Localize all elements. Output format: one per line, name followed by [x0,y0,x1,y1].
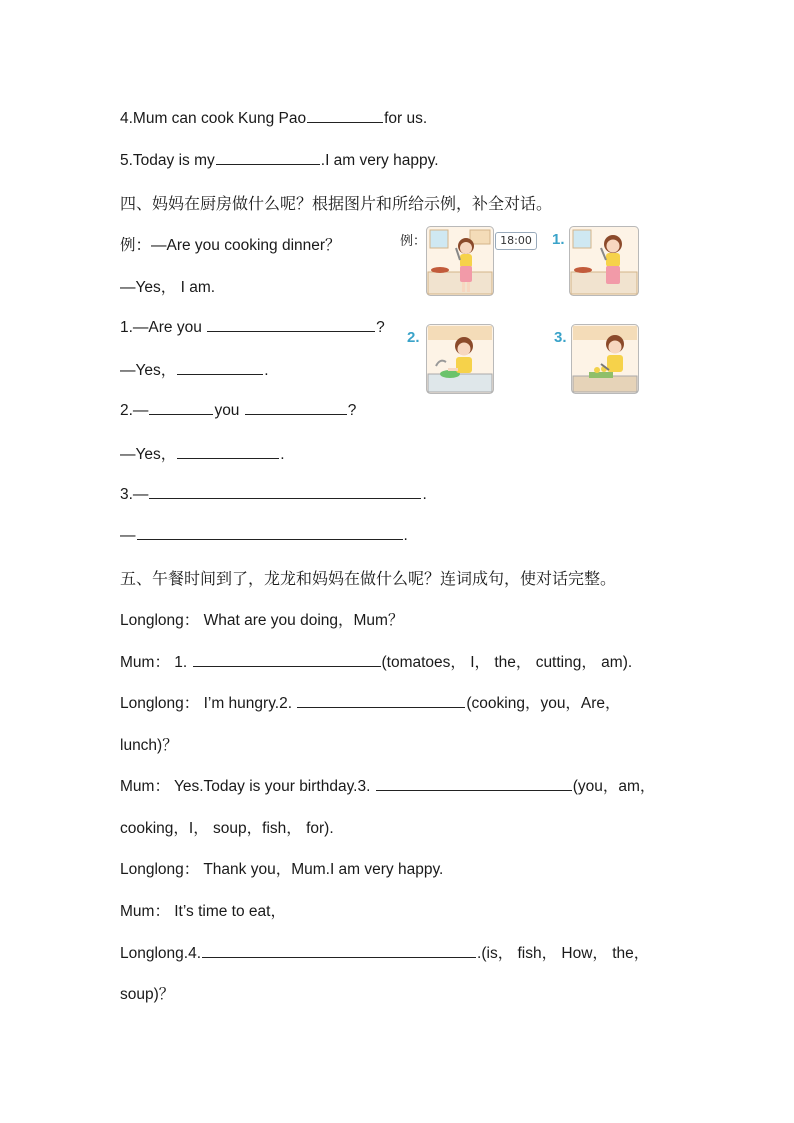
example-answer: —Yes， I am. [120,279,216,296]
s4-q2-before: 2.— [120,402,149,419]
s4-q3-before: 3.— [120,486,149,503]
answer-blank[interactable] [376,776,572,791]
s4-q2-after: ? [347,402,357,419]
example-question: 例：—Are you cooking dinner？ [120,237,341,254]
dialog-line-4-after: (you，am， [572,778,656,795]
dialog-line-7 [120,941,649,963]
dialog-line-6: Mum： It’s time to eat， [120,903,286,920]
q5-text-before: 5.Today is my [120,152,215,169]
answer-blank[interactable] [297,693,465,708]
s4-a2 [120,442,285,464]
answer-blank[interactable] [193,652,381,667]
q5-text-after: .I am very happy. [320,152,439,169]
dialog-line-7b: soup)？ [120,986,175,1003]
section-5-heading: 五、午餐时间到了，龙龙和妈妈在做什么呢？连词成句，使对话完整。 [120,571,617,588]
answer-blank[interactable] [216,150,320,165]
example-label: 例： [400,233,427,248]
dialog-line-1: Longlong： What are you doing，Mum？ [120,612,404,629]
picture-label-2: 2. [407,329,420,346]
dialog-line-4-before: Mum： Yes.Today is your birthday.3. [120,778,371,795]
answer-blank[interactable] [149,400,213,415]
clock-time: 18:00 [495,232,537,250]
s4-a3 [120,525,408,545]
s4-q1 [120,317,385,337]
dialog-line-5: Longlong： Thank you，Mum.I am very happy. [120,861,444,878]
answer-blank[interactable] [177,444,279,459]
answer-blank[interactable] [207,317,375,332]
question-5 [120,150,439,170]
answer-blank[interactable] [307,108,383,123]
dialog-line-2 [120,650,632,672]
dialog-line-7-after: .(is， fish， How， the， [477,945,650,962]
dialog-line-3-after: (cooking，you，Are， [466,695,621,712]
dialog-line-2-before: Mum： 1. [120,654,188,671]
section-4-heading: 四、妈妈在厨房做什么呢？根据图片和所给示例，补全对话。 [120,196,553,213]
dialog-line-4b: cooking，I， soup，fish， for). [120,820,334,837]
s4-q3-after: . [422,486,427,503]
picture-1-cooking [569,226,639,296]
q4-text-after: for us. [384,110,428,127]
s4-q2 [120,400,356,420]
s4-a3-before: — [120,527,136,544]
s4-a2-before: —Yes， [120,446,177,463]
picture-label-3: 3. [554,329,567,346]
dialog-line-3 [120,691,621,713]
picture-label-1: 1. [552,231,565,248]
s4-a1-after: . [264,362,269,379]
answer-blank[interactable] [149,484,421,499]
dialog-line-7-before: Longlong.4. [120,945,202,962]
s4-a3-after: . [403,527,408,544]
picture-2-washing [426,324,494,394]
dialog-line-3b: lunch)？ [120,737,178,754]
q4-text-before: 4.Mum can cook Kung Pao [120,110,307,127]
s4-a1 [120,358,269,380]
s4-a2-after: . [280,446,285,463]
picture-3-cutting [571,324,639,394]
question-4 [120,108,427,128]
answer-blank[interactable] [245,400,347,415]
s4-q2-mid: you [214,402,240,419]
answer-blank[interactable] [137,525,403,540]
dialog-line-4 [120,774,655,796]
s4-q3 [120,484,427,504]
dialog-line-3-before: Longlong： I’m hungry.2. [120,695,293,712]
answer-blank[interactable] [177,360,263,375]
s4-a1-before: —Yes， [120,362,177,379]
picture-example-cooking [426,226,494,296]
s4-q1-after: ? [376,319,385,336]
dialog-line-2-after: (tomatoes， I， the， cutting， am). [381,654,633,671]
answer-blank[interactable] [202,943,476,958]
s4-q1-before: 1.—Are you [120,319,202,336]
